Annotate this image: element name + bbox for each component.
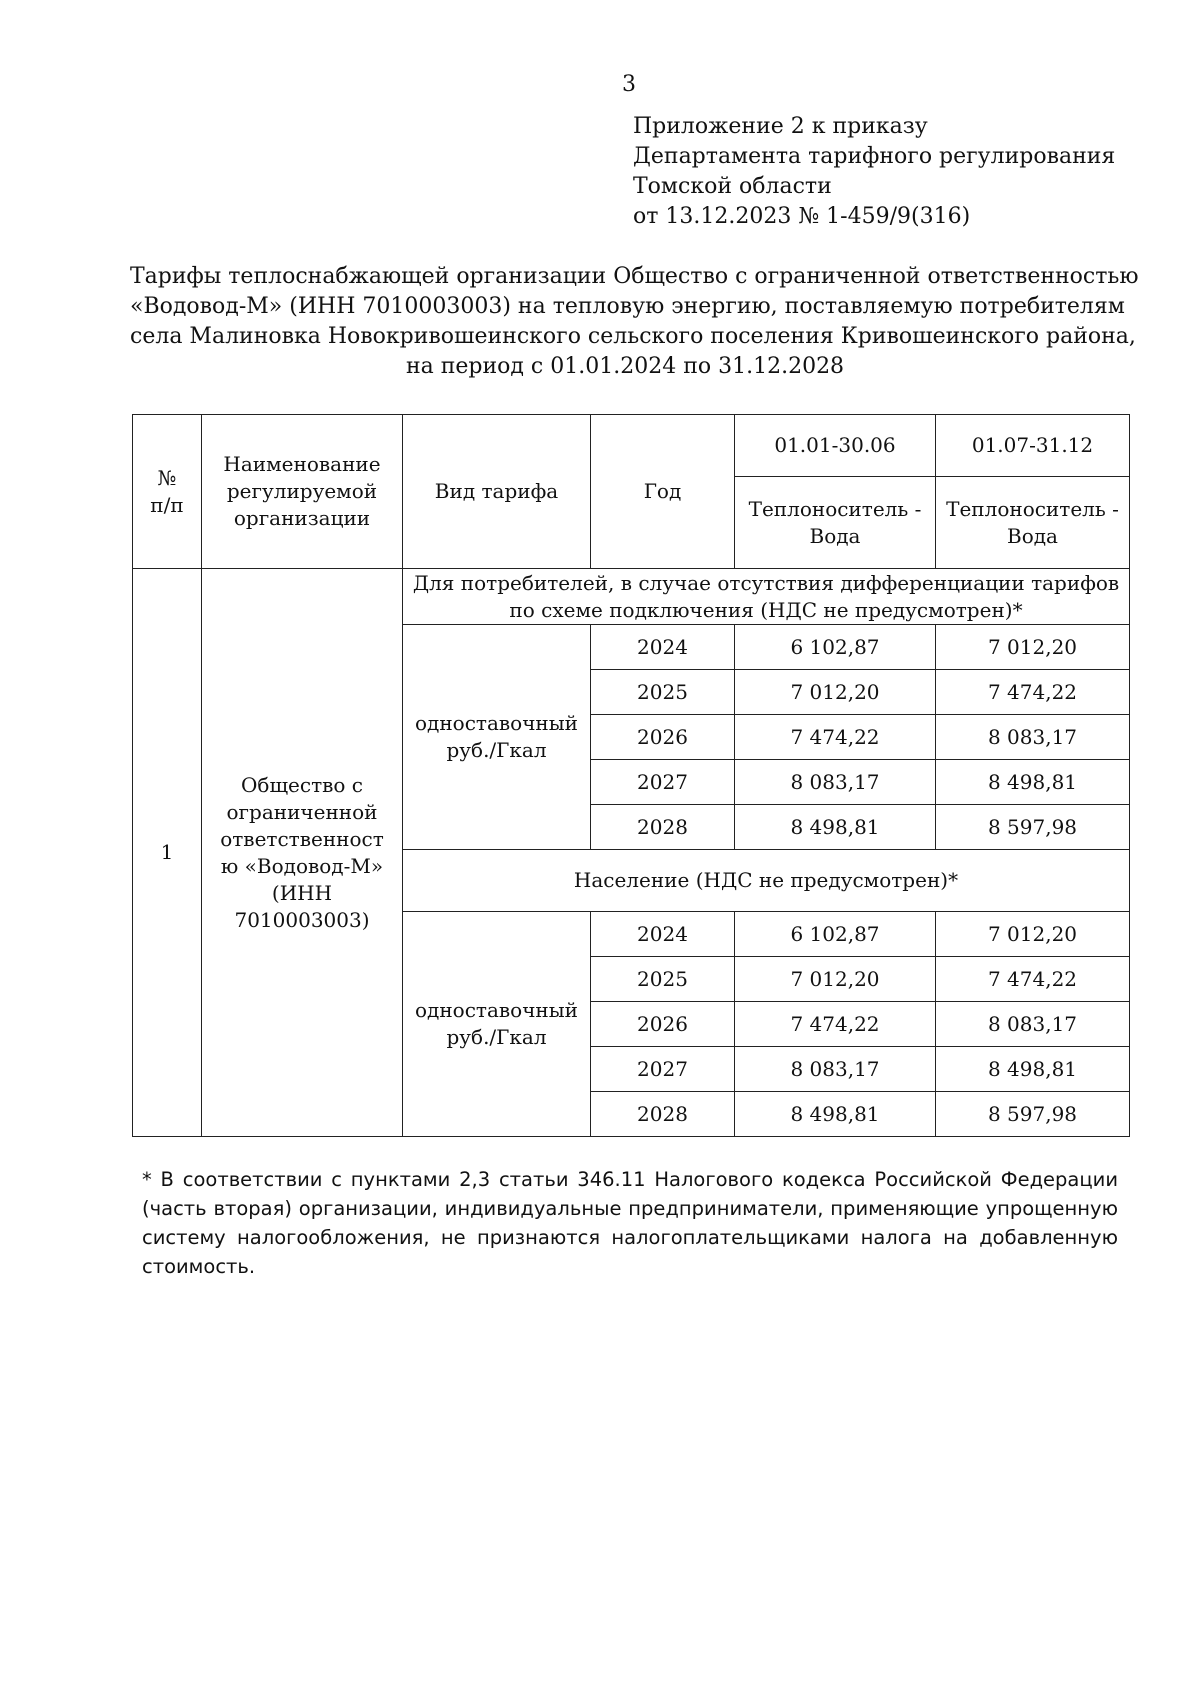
section-title: Для потребителей, в случае отсутствия дифференциации тарифов по схеме подключения (НДС не предусмотрен)*: [403, 569, 1130, 625]
tariff-value-first-half: 8 498,81: [735, 1092, 936, 1137]
page-number: 3: [622, 72, 636, 97]
organization-name: Общество с ограниченной ответственност ю «Водовод-М» (ИНН 7010003003): [202, 569, 403, 1137]
tariff-value-first-half: 7 012,20: [735, 957, 936, 1002]
header-number: № п/п: [133, 415, 202, 569]
header-heat-carrier: Теплоноситель - Вода: [735, 477, 936, 569]
footnote: * В соответствии с пунктами 2,3 статьи 346.11 Налогового кодекса Российской Федерации (часть вторая) организации, индивидуальные предприниматели, применяющие упрощенную систему налогообложения, не признаются налогоплательщиками налога на добавленную стоимость.: [142, 1168, 1118, 1278]
year-cell: 2025: [591, 957, 735, 1002]
tariff-value-second-half: 8 498,81: [936, 760, 1130, 805]
year-cell: 2028: [591, 1092, 735, 1137]
title-line: села Малиновка Новокривошеинского сельского поселения Кривошеинского района,: [130, 324, 1136, 349]
appendix-line: Приложение 2 к приказу: [633, 114, 928, 139]
title-line: «Водовод-М» (ИНН 7010003003) на тепловую энергию, поставляемую потребителям: [130, 294, 1125, 319]
appendix-line: Томской области: [633, 174, 832, 199]
tariff-value-first-half: 8 083,17: [735, 1047, 936, 1092]
tariff-value-second-half: 7 012,20: [936, 912, 1130, 957]
tariff-type: одноставочный руб./Гкал: [403, 912, 591, 1137]
tariff-value-second-half: 8 083,17: [936, 1002, 1130, 1047]
tariff-value-second-half: 7 012,20: [936, 625, 1130, 670]
tariff-type: одноставочный руб./Гкал: [403, 625, 591, 850]
year-cell: 2027: [591, 1047, 735, 1092]
title-line: на период с 01.01.2024 по 31.12.2028: [405, 354, 845, 379]
appendix-order-number: от 13.12.2023 № 1-459/9(316): [633, 204, 971, 229]
year-cell: 2025: [591, 670, 735, 715]
tariff-table: [132, 414, 1130, 1137]
year-cell: 2026: [591, 715, 735, 760]
title-line: Тарифы теплоснабжающей организации Общество с ограниченной ответственностью: [130, 264, 1139, 289]
appendix-reference: [633, 112, 1115, 232]
header-tariff-type: Вид тарифа: [403, 415, 591, 569]
tariff-value-second-half: 8 498,81: [936, 1047, 1130, 1092]
year-cell: 2028: [591, 805, 735, 850]
table-header-row: [133, 415, 1130, 477]
tariff-value-first-half: 7 474,22: [735, 1002, 936, 1047]
header-organization: Наименование регулируемой организации: [202, 415, 403, 569]
tariff-value-first-half: 6 102,87: [735, 912, 936, 957]
tariff-value-second-half: 8 083,17: [936, 715, 1130, 760]
year-cell: 2027: [591, 760, 735, 805]
header-period-first-half: 01.01-30.06: [735, 415, 936, 477]
header-heat-carrier: Теплоноситель - Вода: [936, 477, 1130, 569]
document-title: [130, 262, 1139, 382]
tariff-value-second-half: 8 597,98: [936, 1092, 1130, 1137]
section-header-row: [133, 569, 1130, 625]
tariff-value-first-half: 7 012,20: [735, 670, 936, 715]
header-period-second-half: 01.07-31.12: [936, 415, 1130, 477]
year-cell: 2024: [591, 625, 735, 670]
row-number: 1: [133, 569, 202, 1137]
header-year: Год: [591, 415, 735, 569]
tariff-value-second-half: 8 597,98: [936, 805, 1130, 850]
tariff-value-first-half: 8 083,17: [735, 760, 936, 805]
section-title: Население (НДС не предусмотрен)*: [403, 850, 1130, 912]
year-cell: 2024: [591, 912, 735, 957]
appendix-line: Департамента тарифного регулирования: [633, 144, 1116, 169]
tariff-value-second-half: 7 474,22: [936, 670, 1130, 715]
tariff-value-first-half: 7 474,22: [735, 715, 936, 760]
year-cell: 2026: [591, 1002, 735, 1047]
tariff-value-first-half: 6 102,87: [735, 625, 936, 670]
tariff-value-first-half: 8 498,81: [735, 805, 936, 850]
tariff-value-second-half: 7 474,22: [936, 957, 1130, 1002]
